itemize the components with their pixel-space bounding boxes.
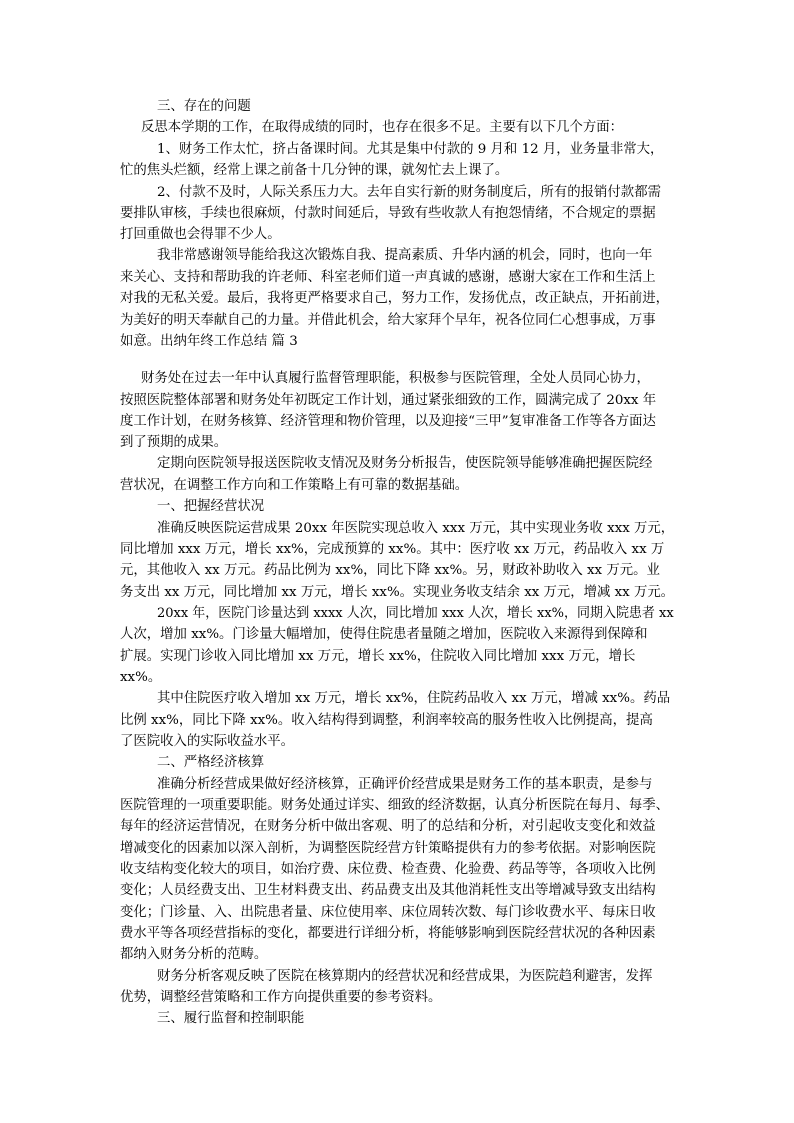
paragraph-line: 准确分析经营成果做好经济核算，正确评价经营成果是财务工作的基本职责，是参与 [157,777,653,792]
paragraph-line: 务支出 xx 万元，同比增加 xx 万元，增长 xx%。实现业务收支结余 xx 万元，增减 xx 万元。 [120,585,675,600]
paragraph-line: 同比增加 xxx 万元，增长 xx%，完成预算的 xx%。其中：医疗收 xx 万元，药品收入 xx 万 [120,542,665,557]
paragraph-line: 其中住院医疗收入增加 xx 万元，增长 xx%，住院药品收入 xx 万元，增减 xx%。药品 [157,691,671,706]
paragraph-line: 营状况，在调整工作方向和工作策略上有可靠的数据基础。 [120,478,469,493]
paragraph-line: 财务处在过去一年中认真履行监督管理职能，积极参与医院管理，全处人员同心协力， [141,371,650,386]
paragraph-line: 对我的无私关爱。最后，我将更严格要求自己，努力工作，发扬优点，改正缺点，开拓前进， [120,291,670,306]
paragraph-line: 变化；门诊量、入、出院患者量、床位使用率、床位周转次数、每门诊收费水平、每床日收 [120,905,656,920]
paragraph-line: 都纳入财务分析的范畴。 [120,947,268,962]
paragraph-line: 人次，增加 xx%。门诊量大幅增加，使得住院患者量随之增加，医院收入来源得到保障和 [120,627,648,642]
paragraph-line: 财务分析客观反映了医院在核算期内的经营状况和经营成果，为医院趋利避害，发挥 [157,969,653,984]
section-heading: 三、履行监督和控制职能 [157,1011,305,1026]
paragraph-line: 到了预期的成果。 [120,435,228,450]
paragraph-line: 度工作计划，在财务核算、经济管理和物价管理，以及迎接“三甲”复审准备工作等各方面达 [120,414,656,429]
paragraph-line: 反思本学期的工作，在取得成绩的同时，也存在很多不足。主要有以下几个方面： [141,120,624,135]
paragraph-line: 2、付款不及时，人际关系压力大。去年自实行新的财务制度后，所有的报销付款都需 [157,185,661,200]
section-heading: 三、存在的问题 [157,99,251,114]
paragraph-line: 增减变化的因素加以深入剖析，为调整医院经营方针策略提供有力的参考依据。对影响医院 [120,841,656,856]
paragraph-line: 忙的焦头烂额，经常上课之前备十几分钟的课，就匆忙去上课了。 [120,163,509,178]
paragraph-line: 来关心、支持和帮助我的许老师、科室老师们道一声真诚的感谢，感谢大家在工作和生活上 [120,270,656,285]
paragraph-line: 元，其他收入 xx 万元。药品比例为 xx%，同比下降 xx%。另，财政补助收入 xx 万元。业 [120,563,660,578]
paragraph-line: 要排队审核，手续也很麻烦，付款时间延后，导致有些收款人有抱怨情绪，不合规定的票据 [120,206,656,221]
paragraph-line: 如意。出纳年终工作总结 篇 3 [120,334,298,349]
paragraph-line: 医院管理的一项重要职能。财务处通过详实、细致的经济数据，认真分析医院在每月、每季、 [120,798,670,813]
paragraph-line: 打回重做也会得罪不少人。 [120,227,281,242]
paragraph-line: 变化；人员经费支出、卫生材料费支出、药品费支出及其他消耗性支出等增减导致支出结构 [120,883,656,898]
paragraph-line: 优势，调整经营策略和工作方向提供重要的参考资料。 [120,990,442,1005]
paragraph-line: 了医院收入的实际收益水平。 [120,734,295,749]
section-heading: 一、把握经营状况 [157,499,265,514]
paragraph-line: 扩展。实现门诊收入同比增加 xx 万元，增长 xx%，住院收入同比增加 xxx 万元，增长 [120,649,636,664]
paragraph-line: 费水平等各项经营指标的变化，都要进行详细分析，将能够影响到医院经营状况的各种因素 [120,926,656,941]
paragraph-line: 按照医院整体部署和财务处年初既定工作计划，通过紧张细致的工作，圆满完成了 20xx 年 [120,393,657,408]
paragraph-line: 为美好的明天奉献自己的力量。并借此机会，给大家拜个早年，祝各位同仁心想事成，万事 [120,313,656,328]
paragraph-line: 准确反映医院运营成果 20xx 年医院实现总收入 xxx 万元，其中实现业务收 xxx 万元， [157,521,675,536]
paragraph-line: 每年的经济运营情况，在财务分析中做出客观、明了的总结和分析，对引起收支变化和效益 [120,819,656,834]
section-heading: 二、严格经济核算 [157,755,265,770]
paragraph-line: 收支结构变化较大的项目，如治疗费、床位费、检查费、化验费、药品等等，各项收入比例 [120,862,656,877]
paragraph-line: 比例 xx%，同比下降 xx%。收入结构得到调整，利润率较高的服务性收入比例提高，提高 [120,713,653,728]
paragraph-line: 20xx 年，医院门诊量达到 xxxx 人次，同比增加 xxx 人次，增长 xx%，同期入院患者 xx [157,606,674,621]
paragraph-line: 我非常感谢领导能给我这次锻炼自我、提高素质、升华内涵的机会，同时，也向一年 [157,248,653,263]
paragraph-line: 定期向医院领导报送医院收支情况及财务分析报告，使医院领导能够准确把握医院经 [157,456,653,471]
paragraph-line: 1、财务工作太忙，挤占备课时间。尤其是集中付款的 9 月和 12 月，业务量非常大， [157,142,664,157]
paragraph-line: xx%。 [120,670,162,685]
